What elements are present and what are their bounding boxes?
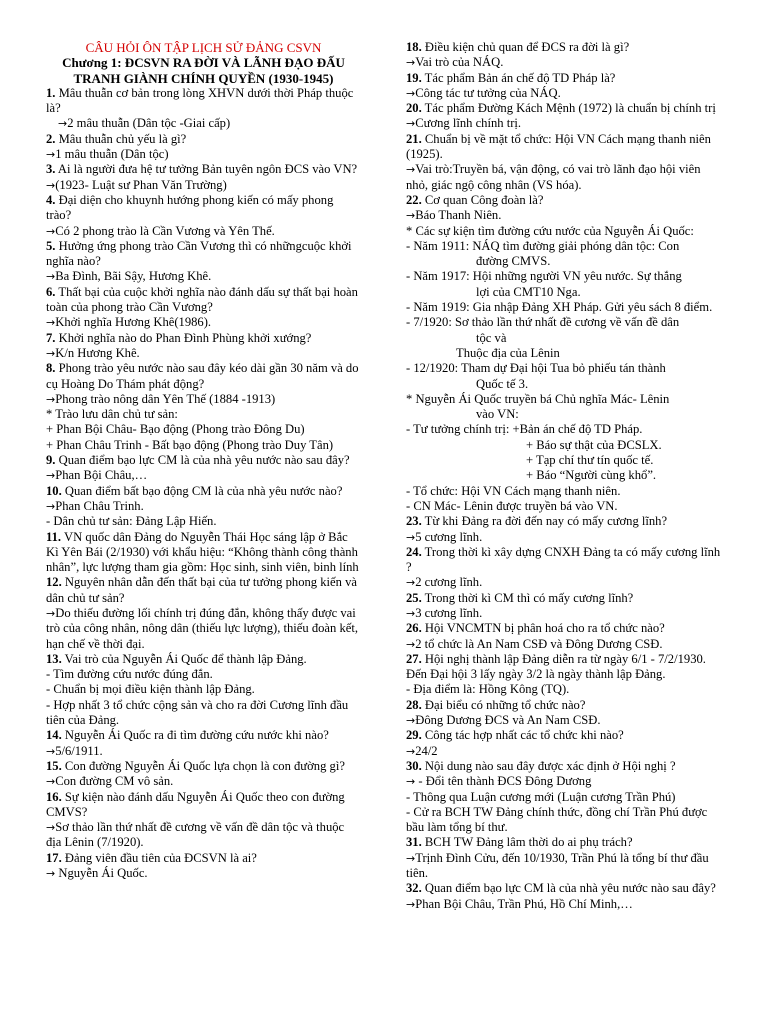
text-line xyxy=(406,438,724,453)
question-number: 19. xyxy=(406,70,422,85)
answer-text: - Đổi tên thành ĐCS Đông Dương xyxy=(415,774,592,789)
question-text: Mâu thuẫn cơ bản trong lòng XHVN dưới thời Pháp thuộc là? xyxy=(46,85,354,116)
question-text: Công tác hợp nhất các tổ chức khi nào? xyxy=(421,728,624,743)
answer-text: 2 tổ chức là An Nam CSĐ và Đông Dương CSĐ. xyxy=(415,636,663,651)
arrow-icon: → xyxy=(46,499,56,513)
question-item xyxy=(46,285,361,331)
question-text: VN quốc dân Đảng do Nguyễn Thái Học sáng lập ở Bắc Kì Yên Bái (2/1930) với khẩu hiệu: “Không thành công thành nhân”, lực lượng tham gia gồm: Học sinh, sinh viên, binh lính xyxy=(46,529,359,575)
question-number: 6. xyxy=(46,284,56,299)
question-number: 10. xyxy=(46,483,62,498)
question-text: Thất bại của cuộc khởi nghĩa nào đánh dấu sự thất bại hoàn toàn của phong trào Cần Vương? xyxy=(46,284,358,315)
question-item xyxy=(406,728,724,759)
text-line xyxy=(46,468,361,483)
answer-text: Nguyễn Ái Quốc. xyxy=(55,866,148,881)
text-line xyxy=(406,790,724,805)
text-line xyxy=(406,346,724,361)
question-number: 8. xyxy=(46,361,56,376)
question-item xyxy=(46,759,361,774)
question-item xyxy=(46,652,361,667)
right-column xyxy=(406,40,724,912)
text-line xyxy=(46,514,361,529)
arrow-icon: → xyxy=(406,86,416,100)
answer-text: Phan Bội Châu, Trần Phú, Hồ Chí Minh,… xyxy=(415,896,633,911)
answer-text: Phong trào nông dân Yên Thế (1884 -1913) xyxy=(55,391,276,406)
text-line xyxy=(406,422,724,437)
question-text: Đại biểu có những tổ chức nào? xyxy=(421,697,586,712)
answer-text: 5 cương lĩnh. xyxy=(415,529,483,544)
question-number: 31. xyxy=(406,835,422,850)
answer-text: Do thiếu đường lối chính trị đúng đắn, không thấy được vai trò của công nhân, nông dân (thiếu lực lượng), thiếu đoàn kết, hạn chế về thời đại. xyxy=(46,605,358,651)
question-text: Phong trào yêu nước nào sau đây kéo dài gần 30 năm và do cụ Hoàng Do Thám phát động? xyxy=(46,361,359,391)
question-number: 30. xyxy=(406,758,422,773)
question-number: 1. xyxy=(46,85,56,100)
question-item xyxy=(406,101,724,132)
question-number: 9. xyxy=(46,453,56,468)
answer-text: 2 cương lĩnh. xyxy=(415,575,483,590)
right-question-list xyxy=(406,40,724,912)
question-item xyxy=(406,71,724,102)
answer-text: Công tác tư tưởng của NÁQ. xyxy=(415,85,561,100)
arrow-icon: → xyxy=(58,117,68,131)
question-item xyxy=(46,728,361,743)
left-question-list xyxy=(46,86,361,881)
answer-text: 3 cương lĩnh. xyxy=(415,605,483,620)
question-text: Đại diện cho khuynh hướng phong kiến có mấy phong trào? xyxy=(46,192,334,223)
question-text: - Dân chủ tư sản: Đảng Lập Hiến. xyxy=(46,514,217,529)
arrow-icon: → xyxy=(406,744,416,758)
arrow-icon: → xyxy=(46,392,56,406)
answer-text: Vai trò của NÁQ. xyxy=(415,55,504,70)
question-item xyxy=(406,40,724,71)
arrow-icon: → xyxy=(406,606,416,620)
answer-text: 24/2 xyxy=(415,743,438,758)
question-text: - Địa điểm là: Hồng Kông (TQ). xyxy=(406,682,570,697)
question-text: Hội VNCMTN bị phân hoá cho ra tổ chức nào? xyxy=(421,621,665,636)
answer-text: Khởi nghĩa Hương Khê(1986). xyxy=(55,315,212,330)
text-line xyxy=(46,224,361,239)
question-text: Nguyên nhân dẫn đến thất bại của tư tưởng phong kiến và dân chủ tư sản? xyxy=(46,575,357,605)
question-number: 26. xyxy=(406,621,422,636)
arrow-icon: → xyxy=(46,148,56,162)
arrow-icon: → xyxy=(406,775,416,789)
answer-text: K/n Hương Khê. xyxy=(55,345,140,360)
text-line xyxy=(406,453,724,468)
arrow-icon: → xyxy=(406,714,416,728)
question-text: Đảng viên đầu tiên của ĐCSVN là ai? xyxy=(61,850,257,865)
question-item xyxy=(406,193,724,224)
arrow-icon: → xyxy=(406,56,416,70)
question-number: 13. xyxy=(46,651,62,666)
question-number: 22. xyxy=(406,192,422,207)
question-item xyxy=(46,484,361,499)
question-number: 12. xyxy=(46,575,62,590)
arrow-icon: → xyxy=(46,178,56,192)
question-number: 18. xyxy=(406,40,422,54)
answer-text: Đông Dương ĐCS và An Nam CSĐ. xyxy=(415,713,601,728)
text-line xyxy=(46,438,361,453)
question-item xyxy=(46,132,361,163)
question-text: - Cử ra BCH TW Đảng chính thức, đồng chí Trần Phú được bầu làm tổng bí thư. xyxy=(406,804,708,835)
answer-text: Có 2 phong trào là Cần Vương và Yên Thế. xyxy=(55,223,275,238)
question-item xyxy=(406,881,724,896)
question-number: 15. xyxy=(46,758,62,773)
question-text: + Báo sự thật của ĐCSLX. xyxy=(526,437,662,452)
text-line xyxy=(46,116,361,131)
arrow-icon: → xyxy=(46,469,56,483)
question-item xyxy=(406,652,724,683)
question-item xyxy=(46,575,361,651)
question-number: 7. xyxy=(46,330,56,345)
text-line xyxy=(406,682,724,697)
question-text: Mâu thuẫn chủ yếu là gì? xyxy=(55,131,187,146)
question-number: 14. xyxy=(46,728,62,743)
question-number: 28. xyxy=(406,697,422,712)
answer-text: Phan Châu Trinh. xyxy=(55,498,144,513)
question-text: Hội nghị thành lập Đảng diễn ra từ ngày 6/1 - 7/2/1930. Đến Đại hội 3 lấy ngày 3/2 là ngày thành lập Đảng. xyxy=(406,651,706,682)
arrow-icon: → xyxy=(406,117,416,131)
question-text: Cơ quan Công đoàn là? xyxy=(421,192,544,207)
question-text: - Tổ chức: Hội VN Cách mạng thanh niên. xyxy=(406,483,621,498)
continuation-line: lợi của CMT10 Nga. xyxy=(476,284,581,299)
text-line xyxy=(406,484,724,499)
question-item xyxy=(406,698,724,729)
question-number: 23. xyxy=(406,514,422,529)
page-title: CÂU HỎI ÔN TẬP LỊCH SỬ ĐẢNG CSVN xyxy=(85,40,322,55)
continuation-line: vào VN: xyxy=(476,407,519,422)
answer-text: Con đường CM vô sản. xyxy=(55,774,174,789)
answer-text: 5/6/1911. xyxy=(55,743,103,758)
text-line xyxy=(46,422,361,437)
question-text: Ai là người đưa hệ tư tưởng Bản tuyên ngôn ĐCS vào VN? xyxy=(55,162,358,177)
question-text: - Thông qua Luận cương mới (Luận cương Trần Phú) xyxy=(406,789,676,804)
text-line xyxy=(406,239,724,270)
answer-text: Cương lĩnh chính trị. xyxy=(415,116,522,131)
question-text: + Phan Bội Châu- Bạo động (Phong trào Đông Du) xyxy=(46,422,305,437)
question-text: - 7/1920: Sơ thảo lần thứ nhất đề cương về vấn đề dân xyxy=(406,315,680,330)
arrow-icon: → xyxy=(46,606,56,620)
arrow-icon: → xyxy=(406,637,416,651)
text-line xyxy=(46,744,361,759)
question-text: Từ khi Đảng ra đời đến nay có mấy cương lĩnh? xyxy=(421,514,668,529)
text-line xyxy=(46,667,361,682)
arrow-icon: → xyxy=(406,530,416,544)
arrow-icon: → xyxy=(406,163,416,177)
answer-text: Báo Thanh Niên. xyxy=(415,208,502,223)
question-item xyxy=(406,621,724,652)
question-number: 16. xyxy=(46,789,62,804)
answer-text: Vai trò:Truyền bá, vận động, có vai trò lãnh đạo hội viên nhỏ, giác ngộ công nhân (VS hóa). xyxy=(406,162,701,192)
question-text: Tác phẩm Bản án chế độ TD Pháp là? xyxy=(421,70,616,85)
question-text: - Năm 1911: NÁQ tìm đường giải phóng dân tộc: Con xyxy=(406,238,680,253)
question-text: Sự kiện nào đánh dấu Nguyễn Ái Quốc theo con đường CMVS? xyxy=(46,789,345,819)
question-item xyxy=(406,759,724,774)
question-item xyxy=(46,530,361,576)
answer-text: 2 mâu thuẫn (Dân tộc -Giai cấp) xyxy=(67,116,231,131)
question-item xyxy=(46,331,361,346)
question-text: Thuộc địa của Lênin xyxy=(456,345,560,360)
question-item xyxy=(406,545,724,576)
question-text: Con đường Nguyễn Ái Quốc lựa chọn là con đường gì? xyxy=(61,758,345,773)
question-text: Hưởng ứng phong trào Cần Vương thì có nhữngcuộc khởi nghĩa nào? xyxy=(46,238,352,269)
question-text: - Năm 1919: Gia nhập Đảng XH Pháp. Gửi yêu sách 8 điểm. xyxy=(406,300,713,315)
answer-text: Ba Đình, Bãi Sậy, Hương Khê. xyxy=(55,269,212,284)
text-line xyxy=(46,407,361,422)
text-line xyxy=(46,346,361,361)
text-line xyxy=(406,300,724,315)
arrow-icon: → xyxy=(46,224,56,238)
text-line xyxy=(406,897,724,912)
question-text: - 12/1920: Tham dự Đại hội Tua bỏ phiếu tán thành xyxy=(406,361,666,376)
question-text: - Chuẩn bị mọi điều kiện thành lập Đảng. xyxy=(46,682,255,697)
question-number: 27. xyxy=(406,651,422,666)
arrow-icon: → xyxy=(406,851,416,865)
text-line xyxy=(46,499,361,514)
chapter-heading: Chương 1: ĐCSVN RA ĐỜI VÀ LÃNH ĐẠO ĐẤU TRANH GIÀNH CHÍNH QUYỀN (1930-1945) xyxy=(62,55,345,86)
question-text: BCH TW Đảng lâm thời do ai phụ trách? xyxy=(421,835,633,850)
answer-text: Phan Bội Châu,… xyxy=(55,468,148,483)
text-line xyxy=(406,468,724,483)
question-text: Quan điểm bạo lực CM là của nhà yêu nước nào sau đây? xyxy=(421,881,716,896)
arrow-icon: → xyxy=(46,867,56,881)
text-line xyxy=(46,392,361,407)
question-item xyxy=(46,851,361,882)
question-number: 11. xyxy=(46,529,62,544)
question-item xyxy=(406,835,724,881)
question-text: Trong thời kì CM thì có mấy cương lĩnh? xyxy=(421,590,634,605)
question-number: 25. xyxy=(406,590,422,605)
arrow-icon: → xyxy=(46,270,56,284)
question-number: 29. xyxy=(406,728,422,743)
question-text: - Hợp nhất 3 tổ chức cộng sản và cho ra đời Cương lĩnh đầu tiên của Đảng. xyxy=(46,697,349,728)
question-number: 21. xyxy=(406,131,422,146)
question-text: Quan điểm bạo lực CM là của nhà yêu nước nào sau đây? xyxy=(55,453,350,468)
question-text: - Năm 1917: Hội những người VN yêu nước. Sự thắng xyxy=(406,269,682,284)
question-text: - Tìm đường cứu nước đúng đắn. xyxy=(46,667,213,682)
answer-text: 1 mâu thuẫn (Dân tộc) xyxy=(55,147,169,162)
question-text: Vai trò của Nguyễn Ái Quốc để thành lập Đảng. xyxy=(61,651,307,666)
continuation-line: đường CMVS. xyxy=(476,254,551,269)
question-number: 4. xyxy=(46,192,56,207)
question-text: * Nguyễn Ái Quốc truyền bá Chủ nghĩa Mác- Lênin xyxy=(406,391,670,406)
question-number: 3. xyxy=(46,162,56,177)
question-number: 20. xyxy=(406,101,422,116)
question-item xyxy=(46,361,361,392)
question-item xyxy=(46,162,361,177)
arrow-icon: → xyxy=(46,346,56,360)
answer-text: Trịnh Đình Cửu, đến 10/1930, Trần Phú là tổng bí thư đầu tiên. xyxy=(406,850,709,881)
arrow-icon: → xyxy=(406,897,416,911)
question-item xyxy=(46,193,361,224)
question-text: * Các sự kiện tìm đường cứu nước của Nguyễn Ái Quốc: xyxy=(406,223,694,238)
question-item xyxy=(406,514,724,529)
question-text: Quan điểm bất bạo động CM là của nhà yêu nước nào? xyxy=(61,483,343,498)
text-line xyxy=(46,682,361,697)
question-number: 32. xyxy=(406,881,422,896)
question-text: Chuẩn bị về mặt tổ chức: Hội VN Cách mạng thanh niên (1925). xyxy=(406,131,711,162)
text-line xyxy=(406,269,724,300)
arrow-icon: → xyxy=(406,209,416,223)
question-text: Nguyễn Ái Quốc ra đi tìm đường cứu nước khi nào? xyxy=(61,728,329,743)
question-text: + Tạp chí thư tín quốc tế. xyxy=(526,453,654,468)
question-number: 17. xyxy=(46,850,62,865)
arrow-icon: → xyxy=(46,775,56,789)
question-number: 5. xyxy=(46,238,56,253)
text-line xyxy=(406,499,724,514)
left-column xyxy=(46,40,361,881)
question-item xyxy=(46,86,361,117)
arrow-icon: → xyxy=(46,821,56,835)
question-text: Khởi nghĩa nào do Phan Đình Phùng khởi xướng? xyxy=(55,330,312,345)
question-text: Tác phẩm Đường Kách Mệnh (1972) là chuẩn bị chính trị xyxy=(421,101,716,116)
continuation-line: Quốc tế 3. xyxy=(476,376,529,391)
question-text: Nội dung nào sau đây được xác định ở Hội nghị ? xyxy=(421,758,676,773)
text-line xyxy=(406,530,724,545)
arrow-icon: → xyxy=(46,744,56,758)
question-item xyxy=(406,591,724,622)
text-line xyxy=(46,178,361,193)
question-item xyxy=(46,239,361,285)
text-line xyxy=(46,774,361,789)
question-item xyxy=(46,453,361,468)
text-line xyxy=(406,361,724,392)
question-item xyxy=(46,790,361,851)
arrow-icon: → xyxy=(46,316,56,330)
question-number: 24. xyxy=(406,544,422,559)
text-line xyxy=(406,224,724,239)
question-text: + Báo “Người cùng khổ”. xyxy=(526,468,657,483)
question-text: - CN Mác- Lênin được truyền bá vào VN. xyxy=(406,498,618,513)
question-text: Điều kiện chủ quan để ĐCS ra đời là gì? xyxy=(421,40,630,54)
question-text: + Phan Châu Trinh - Bất bạo động (Phong trào Duy Tân) xyxy=(46,437,334,452)
question-item xyxy=(406,132,724,193)
text-line xyxy=(406,575,724,590)
text-line xyxy=(406,774,724,789)
text-line xyxy=(406,392,724,423)
text-line xyxy=(46,698,361,729)
answer-text: (1923- Luật sư Phan Văn Trường) xyxy=(55,177,227,192)
text-line xyxy=(406,805,724,836)
arrow-icon: → xyxy=(406,576,416,590)
continuation-line: tộc và xyxy=(476,330,507,345)
text-line xyxy=(406,315,724,346)
question-text: * Trào lưu dân chủ tư sản: xyxy=(46,407,178,422)
question-number: 2. xyxy=(46,131,56,146)
question-text: - Tư tưởng chính trị: +Bản án chế độ TD Pháp. xyxy=(406,422,643,437)
answer-text: Sơ thảo lần thứ nhất đề cương về vấn đề dân tộc và thuộc địa Lênin (7/1920). xyxy=(46,820,345,850)
question-text: Trong thời kì xây dựng CNXH Đảng ta có mấy cương lĩnh ? xyxy=(406,544,721,575)
